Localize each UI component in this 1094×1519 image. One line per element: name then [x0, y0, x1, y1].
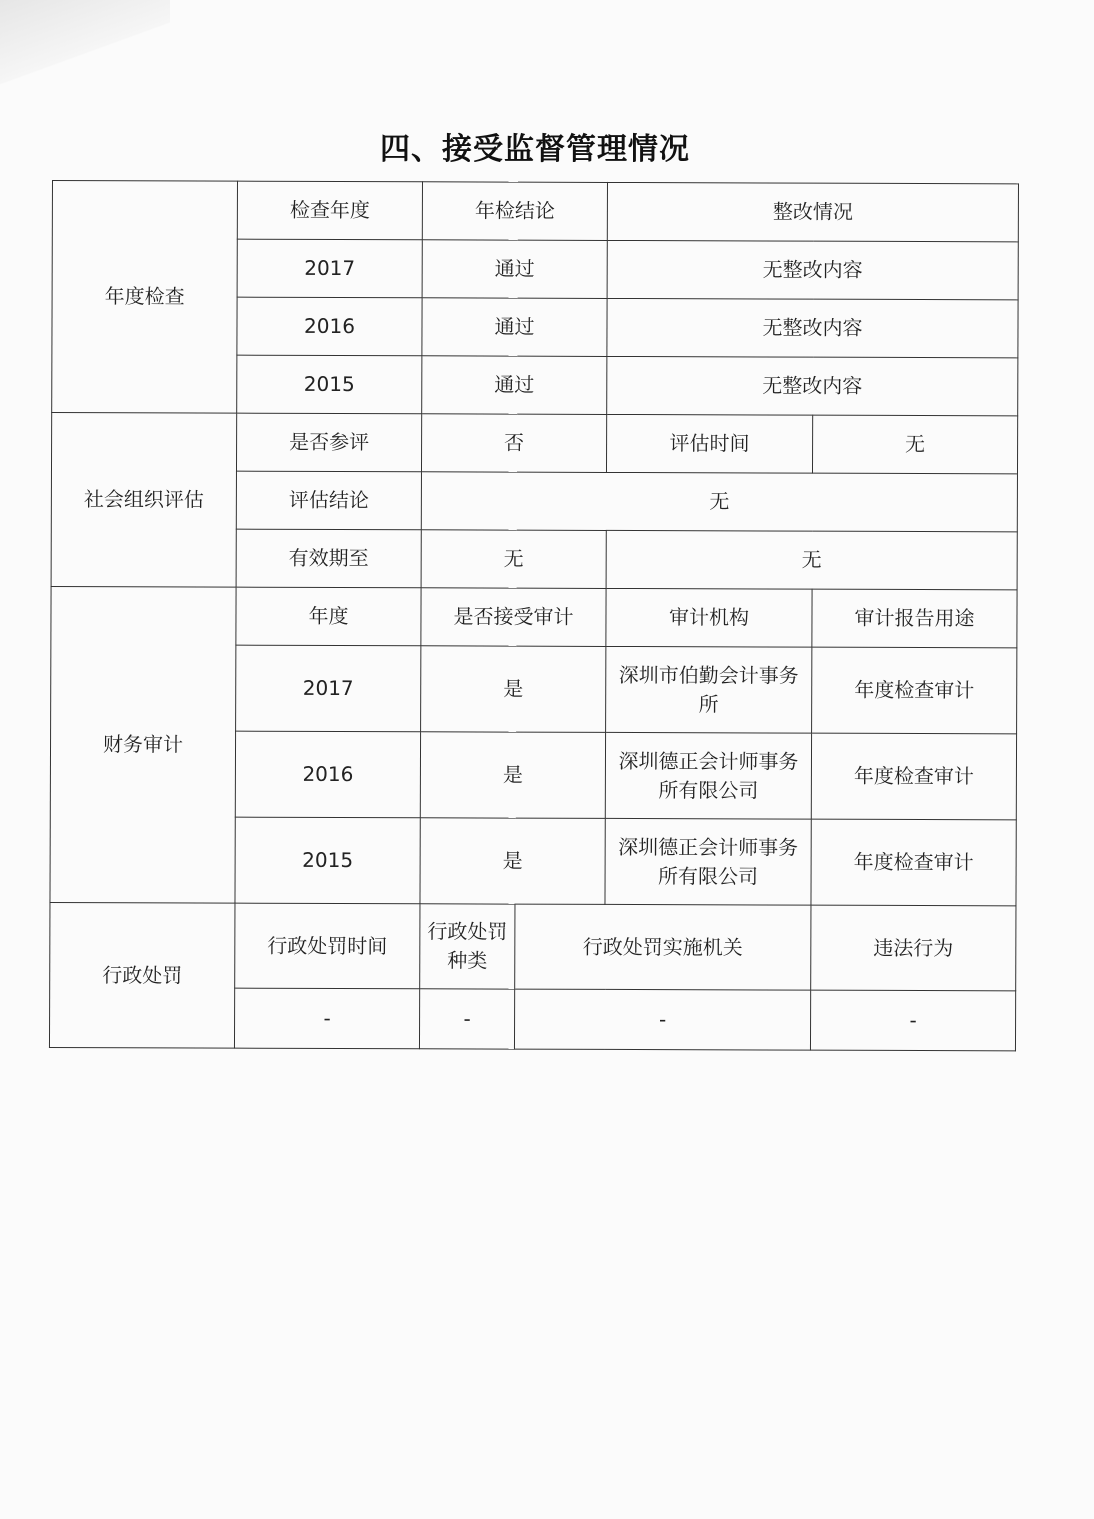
penalty-authority: - — [514, 989, 810, 1050]
audit-year: 2016 — [235, 731, 420, 818]
header-penalty-time: 行政处罚时间 — [235, 903, 420, 989]
audited-value: 是 — [420, 818, 605, 905]
penalty-time: - — [234, 988, 419, 1049]
conclusion-value: 无 — [421, 472, 1017, 532]
violation: - — [810, 990, 1015, 1051]
eval-time-value: 无 — [812, 415, 1017, 474]
inspection-year: 2017 — [237, 239, 422, 298]
valid-until-label: 有效期至 — [236, 529, 421, 588]
penalty-header-row — [50, 902, 1016, 990]
inspection-result: 通过 — [422, 298, 607, 357]
header-rectification: 整改情况 — [607, 182, 1018, 241]
audit-purpose: 年度检查审计 — [812, 647, 1017, 734]
page-title: 四、接受监督管理情况 — [380, 132, 690, 167]
audit-purpose: 年度检查审计 — [811, 733, 1016, 820]
inspection-result: 通过 — [422, 356, 607, 415]
audit-agency: 深圳德正会计师事务所有限公司 — [605, 732, 811, 819]
participated-label: 是否参评 — [236, 413, 421, 472]
header-penalty-type: 行政处罚种类 — [420, 904, 515, 989]
conclusion-label: 评估结论 — [236, 471, 421, 530]
header-inspection-result: 年检结论 — [422, 182, 607, 241]
rectification-status: 无整改内容 — [607, 356, 1018, 415]
header-penalty-authority: 行政处罚实施机关 — [515, 904, 811, 990]
audit-agency: 深圳德正会计师事务所有限公司 — [605, 818, 811, 905]
penalty-type: - — [419, 989, 514, 1049]
header-violation: 违法行为 — [811, 905, 1016, 991]
header-audit-agency: 审计机构 — [606, 588, 812, 647]
participated-value: 否 — [421, 414, 606, 473]
rectification-status: 无整改内容 — [607, 240, 1018, 299]
page-fold-shadow — [0, 0, 170, 90]
financial-audit-header-row — [51, 586, 1017, 647]
rectification-status: 无整改内容 — [607, 298, 1018, 357]
valid-until-extra: 无 — [606, 530, 1017, 589]
audit-purpose: 年度检查审计 — [811, 819, 1016, 906]
annual-inspection-header-row — [52, 181, 1018, 242]
inspection-result: 通过 — [422, 240, 607, 299]
valid-until-value: 无 — [421, 530, 606, 589]
header-inspection-year: 检查年度 — [237, 181, 422, 240]
audit-year: 2017 — [236, 645, 421, 732]
inspection-year: 2015 — [237, 355, 422, 414]
social-eval-row-participation — [51, 413, 1017, 474]
audited-value: 是 — [420, 732, 605, 819]
penalty-label: 行政处罚 — [49, 902, 235, 1048]
inspection-year: 2016 — [237, 297, 422, 356]
eval-time-label: 评估时间 — [606, 414, 812, 473]
header-audited: 是否接受审计 — [421, 588, 606, 647]
audit-agency: 深圳市伯勤会计事务所 — [606, 646, 812, 733]
header-audit-purpose: 审计报告用途 — [812, 589, 1017, 648]
social-eval-label: 社会组织评估 — [51, 413, 237, 588]
supervision-table — [49, 180, 1019, 1051]
audit-year: 2015 — [235, 817, 420, 904]
audited-value: 是 — [421, 646, 606, 733]
financial-audit-label: 财务审计 — [50, 586, 236, 903]
header-audit-year: 年度 — [236, 587, 421, 646]
annual-inspection-label: 年度检查 — [52, 181, 238, 414]
